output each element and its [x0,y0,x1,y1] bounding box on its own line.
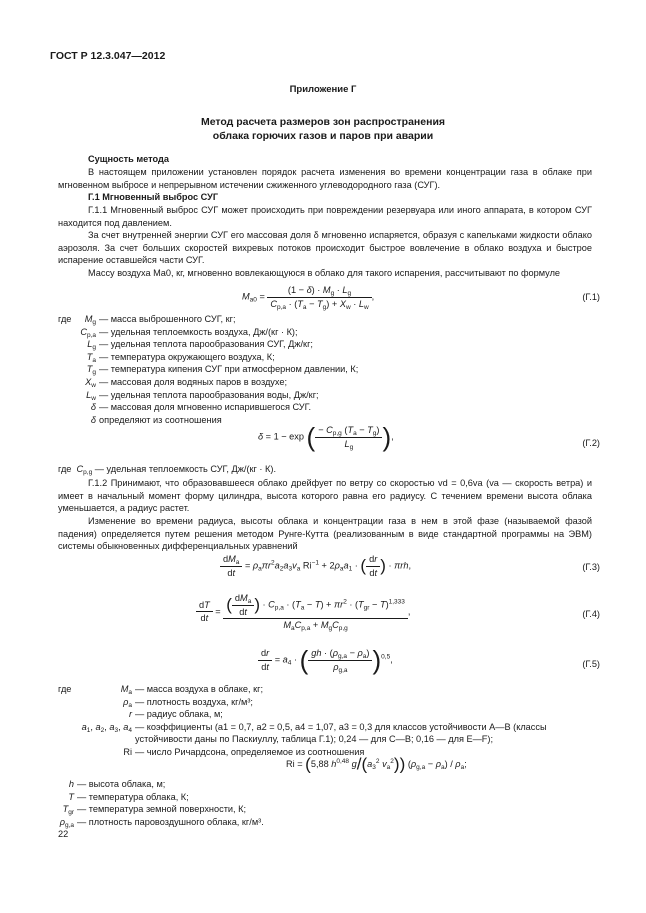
equation-g4: $\frac{dT}{dt}$ = ( $\frac{dM_a}{dt}$ ) · $C_{p,a} \cdot (T_a - T) + \pi r^2 \cdot (T_{gr} - T)^{1,333}$ $M_aC_{p,a} + M_gC_{p,g}$ , [196,592,410,632]
definition-row: $M_a$ — масса воздуха в облаке, кг; [120,684,264,696]
equation-label-g5: (Г.5) [582,659,600,669]
cpg-definition: где $C_{p,g}$ — удельная теплоемкость СУГ, Дж/(кг · К). [58,464,276,476]
definition-row: δ определяют из соотношения [90,414,222,425]
essence-paragraph: В настоящем приложении установлен порядок расчета изменения во времени концентрации газа в облаке при мгновенном выбросе и непрерывном истечении сжиженного углеводородного газа (СУГ). [58,167,592,190]
definitions-list-3 [58,778,592,828]
appendix-title: Приложение Г [289,84,357,95]
where-label-2: где [58,684,72,694]
g11-paragraph: Г.1.1 Мгновенный выброс СУГ может происходить при повреждении резервуара или иного аппарата, в котором СУГ находится под давлением. [58,205,592,228]
section-g1-heading: Г.1 Мгновенный выброс СУГ [88,192,219,202]
equation-label-g2: (Г.2) [582,438,600,448]
mass-intro-paragraph: Массу воздуха Ma0, кг, мгновенно вовлекающуюся в облако для такого испарения, рассчитывают по формуле [88,268,561,278]
definition-row: $T_a$ — температура окружающего воздуха, К; [86,351,275,364]
definition-row: $\rho_{g,a}$ — плотность паровоздушного облака, кг/м³. [59,816,264,829]
definition-row: $M_g$ — масса выброшенного СУГ, кг; [84,314,236,326]
equation-g3: $\frac{dM_a}{dt}$ = $\rho_a\pi r^2a_2a_3v_a$ $Ri^{-1} + 2\rho_aa_1$ · ( $\frac{dr}{dt}$ ) · πrh, [220,553,411,579]
definition-row: $T_{gr}$ — температура земной поверхности, К; [62,804,247,817]
definitions-list-2 [58,683,592,759]
main-title-line1: Метод расчета размеров зон распространения [200,116,446,128]
definition-row: δ — массовая доля мгновенно испарившегося СУГ. [90,402,312,413]
page-number: 22 [58,829,69,839]
energy-paragraph: За счет внутренней энергии СУГ его массовая доля δ мгновенно испаряется, образуя с капельками жидкости облако аэрозоля. За счет больших скоростей вихревых потоков происходит быстрое вовлечение в облако воздуха и быстрое испарение оставшейся части СУГ. [58,230,592,266]
equation-label-g1: (Г.1) [582,292,600,302]
where-label-1: где [58,314,72,324]
definition-row: $C_{p,a}$ — удельная теплоемкость воздуха, Дж/(кг · К); [80,326,298,339]
equation-label-g4: (Г.4) [582,609,600,619]
definition-row: $L_w$ — удельная теплота парообразования воды, Дж/кг; [86,389,319,402]
definition-row: T — температура облака, К; [68,791,189,802]
main-title [0,116,646,143]
equation-ri: Ri = (5,88 $h^{0,48}$ $g/(a_3^2$ $v_a^2$)) $(\rho_{g,a} - \rho_a) / \rho_a$; [286,754,467,774]
definition-row: r — радиус облака, м; [128,709,223,720]
main-title-line2: облака горючих газов и паров при аварии [212,129,434,142]
g12-paragraph: Г.1.2 Принимают, что образовавшееся облако дрейфует по ветру со скоростью vd = 0,6va (va — скорость ветра) и имеет в начальный момент форму цилиндра, высота которого равна его радиусу. С течением времени высота облака уменьшается, а радиус растет. [58,478,592,514]
equation-g1: $M_{a0}$ = $\frac{(1 - \delta) \cdot M_g \cdot L_g}{C_{p,a} \cdot (T_a - T_g) + X_w \cdot L_w}$ , [242,285,375,311]
definition-row: $a_1$, $a_2$, $a_3$, $a_4$ — коэффициенты (a1 = 0,7, a2 = 0,5, a4 = 1,07, a3 = 0,3 для классов устойчивости А—В (классы устойчивости даны по Паскиуллу, таблица Г.1); 0,24 — для С—В; 0,16 — для Е—F); [81,721,547,745]
definition-row: $T_g$ — температура кипения СУГ при атмосферном давлении, К; [86,364,359,377]
equation-g5: $\frac{dr}{dt}$ = $a_4$ · ( $\frac{gh \cdot (\rho_{g,a} - \rho_a)}{\rho_{g,a}}$ )$^{0,5}$, [258,647,393,673]
definition-row: h — высота облака, м; [68,779,166,789]
definition-row: $\rho_a$ — плотность воздуха, кг/м³; [123,696,253,709]
section-essence-heading: Сущность метода [88,154,169,164]
definition-row: $X_w$ — массовая доля водяных паров в воздухе; [85,376,288,389]
definition-row: $L_g$ — удельная теплота парообразования СУГ, Дж/кг; [87,339,313,352]
document-header: ГОСТ Р 12.3.047—2012 [50,50,166,62]
equation-label-g3: (Г.3) [582,562,600,572]
runge-kutta-paragraph: Изменение во времени радиуса, высоты облака и концентрации газа в нем в этой фазе (называемой фазой падения) определяется путем решения методом Рунге-Кутта (реализованным в виде стандартной программы на ЭВМ) системы обыкновенных дифференциальных уравнений [58,516,592,552]
definition-row: Ri — число Ричардсона, определяемое из соотношения [123,746,365,757]
definitions-list-1 [58,313,592,426]
equation-g2: δ = 1 − exp ( $\frac{- C_{p,g} (T_a - T_g)}{L_g}$ ), [258,421,394,452]
